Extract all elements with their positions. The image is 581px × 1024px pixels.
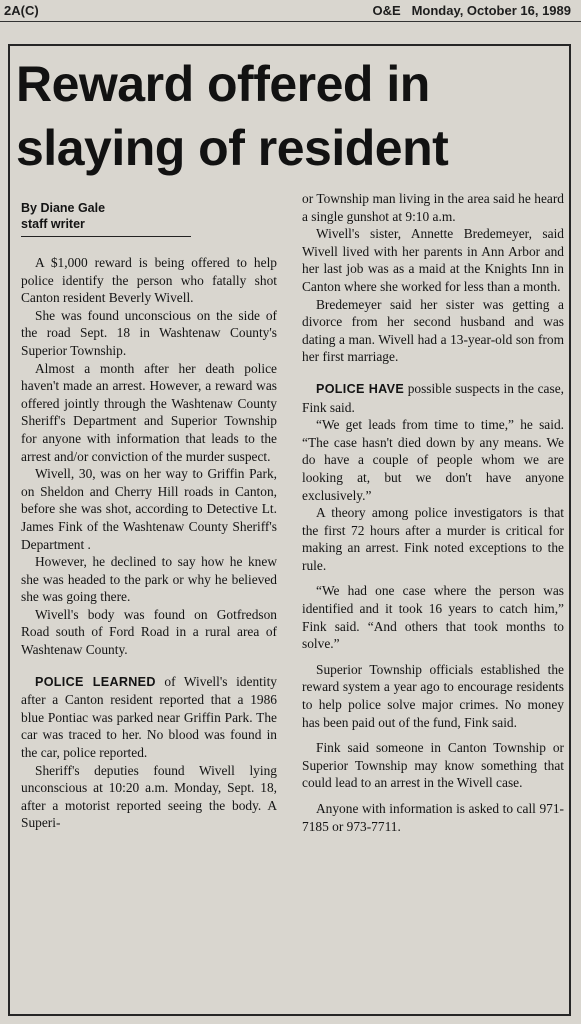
- paragraph: However, he declined to say how he knew she was headed to the park or why he believed she was going there.: [21, 554, 277, 605]
- article-column-1: [21, 254, 277, 832]
- paper-name: O&E: [372, 3, 401, 18]
- byline: [21, 200, 281, 237]
- paragraph: “We had one case where the person was identified and it took 16 years to catch him,” Fink said. “And others that took months to solve.”: [302, 583, 564, 652]
- paragraph: Wivell, 30, was on her way to Griffin Park, on Sheldon and Cherry Hill roads in Canton, before she was shot, according to Detective Lt. James Fink of the Washtenaw County Sheriff's Department .: [21, 466, 277, 552]
- paragraph: A theory among police investigators is that the first 72 hours after a murder is critical for making an arrest. Fink noted exceptions to the rule.: [302, 505, 564, 573]
- headline: Reward offered in slaying of resident: [16, 56, 449, 176]
- section-label: 2A(C): [4, 3, 39, 18]
- masthead-rule: [0, 21, 581, 22]
- paragraph: A $1,000 reward is being offered to help police identify the person who fatally shot Canton resident Beverly Wivell.: [21, 255, 277, 306]
- lead-in-text: possible suspects in the case, Fink said.: [302, 380, 564, 415]
- lead-in-caps: POLICE LEARNED: [35, 674, 156, 689]
- author-name: By Diane Gale: [21, 201, 106, 215]
- paragraph: Anyone with information is asked to call 971-7185 or 973-7711.: [302, 801, 564, 834]
- lead-in-text: of Wivell's identity after a Canton resident reported that a 1986 blue Pontiac was parked near Griffin Park. The car was traced to her. No blood was found in the car, police reported.: [21, 673, 277, 761]
- paragraph: Almost a month after her death police haven't made an arrest. However, a reward was offered jointly through the Washtenaw County Sheriff's Department and Superior Township for anyone with information that leads to the arrest and/or conviction of the murder suspect.: [21, 360, 277, 464]
- paragraph: Wivell's body was found on Gotfredson Road south of Ford Road in a rural area of Washtenaw County.: [21, 606, 277, 658]
- paragraph: She was found unconscious on the side of the road Sept. 18 in Washtenaw County's Superior Township.: [21, 307, 277, 358]
- date-line: [373, 3, 571, 18]
- issue-date: Monday, October 16, 1989: [411, 3, 571, 18]
- masthead: [0, 0, 581, 24]
- paragraph: Bredemeyer said her sister was getting a divorce from her second husband and was dating a man. Wivell had a 13-year-old son from her first marriage.: [302, 296, 564, 365]
- paragraph: Sheriff's deputies found Wivell lying unconscious at 10:20 a.m. Monday, Sept. 18, after a motorist reported seeing the body. A Superi-: [21, 762, 277, 831]
- byline-rule: [21, 236, 191, 237]
- author-role: staff writer: [21, 217, 85, 231]
- paragraph: “We get leads from time to time,” he said. “The case hasn't died down by any means. We do have a couple of people whom we are looking at, but we don't have anyone exclusively.”: [302, 417, 564, 503]
- paragraph: Wivell's sister, Annette Bredemeyer, said Wivell lived with her parents in Ann Arbor and her last job was as a maid at the Knights Inn in Canton where she worked for less than a month.: [302, 226, 564, 294]
- paragraph-lead-in: [302, 380, 564, 416]
- article-column-2: [302, 190, 564, 835]
- paragraph: Fink said someone in Canton Township or Superior Township may know something that could lead to an arrest in the Wivell case.: [302, 740, 564, 791]
- lead-in-caps: POLICE HAVE: [316, 381, 405, 396]
- paragraph-continued: or Township man living in the area said he heard a single gunshot at 9:10 a.m.: [302, 191, 564, 224]
- paragraph: Superior Township officials established the reward system a year ago to encourage residents to help police solve major crimes. No money has been paid out of the fund, Fink said.: [302, 661, 564, 730]
- paragraph-lead-in: [21, 673, 277, 762]
